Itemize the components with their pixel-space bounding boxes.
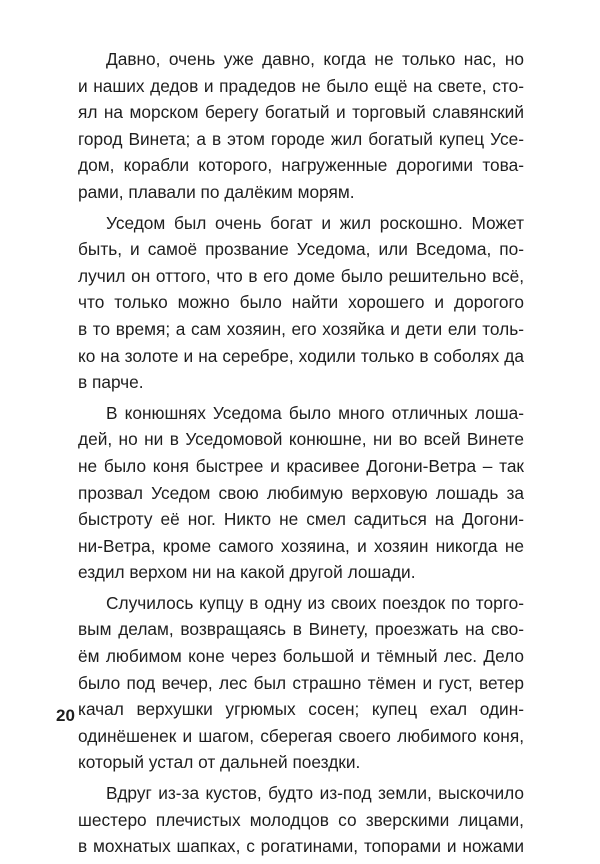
text-line: дей, но ни в Уседомовой конюшне, ни во всей Винете bbox=[78, 429, 524, 450]
text-line: качал верхушки угрюмых сосен; купец ехал один- bbox=[78, 699, 524, 720]
text-line: В конюшнях Уседома было много отличных лоша- bbox=[106, 402, 524, 423]
text-line: прозвал Уседом свою любимую верховую лошадь за bbox=[78, 482, 524, 503]
page-number: 20 bbox=[56, 706, 75, 725]
text-line: который устал от дальней поездки. bbox=[78, 752, 361, 773]
paragraph-2 bbox=[78, 210, 524, 396]
text-line: не было коня быстрее и красивее Догони-Ветра – так bbox=[78, 455, 524, 476]
text-line: рами, плавали по далёким морям. bbox=[78, 181, 355, 202]
text-line: дом, корабли которого, нагруженные дорогими това- bbox=[78, 155, 524, 176]
text-line: шестеро плечистых молодцов со зверскими лицами, bbox=[78, 809, 524, 830]
text-line: Случилось купцу в одну из своих поездок по торго- bbox=[106, 592, 524, 613]
paragraph-5 bbox=[78, 780, 524, 860]
text-line: Уседом был очень богат и жил роскошно. Может bbox=[106, 212, 524, 233]
paragraph-4 bbox=[78, 590, 524, 776]
text-line: одинёшенек и шагом, сберегая своего любимого коня, bbox=[78, 725, 524, 746]
text-line: быстроту её ног. Никто не смел садиться на Догони- bbox=[78, 509, 524, 530]
text-line: быть, и самоё прозвание Уседома, или Вседома, по- bbox=[78, 239, 524, 260]
text-page bbox=[78, 46, 524, 864]
text-line: вым делам, возвращаясь в Винету, проезжать на сво- bbox=[78, 619, 524, 640]
text-line: ездил верхом ни на какой другой лошади. bbox=[78, 562, 416, 583]
text-line: лучил он оттого, что в его доме было решительно всё, bbox=[78, 265, 524, 286]
text-line: ни-Ветра, кроме самого хозяина, и хозяин никогда не bbox=[78, 535, 524, 556]
text-line: в парче. bbox=[78, 372, 144, 393]
text-line: в мохнатых шапках, с рогатинами, топорами и ножами bbox=[78, 836, 524, 857]
text-line: было под вечер, лес был страшно тёмен и густ, ветер bbox=[78, 672, 524, 693]
text-line: ко на золоте и на серебре, ходили только в соболях да bbox=[78, 345, 524, 366]
text-line: в то время; а сам хозяин, его хозяйка и дети ели толь- bbox=[78, 318, 524, 339]
paragraph-1 bbox=[78, 46, 524, 206]
text-line: ём любимом коне через большой и тёмный лес. Дело bbox=[78, 646, 524, 667]
text-line: Вдруг из-за кустов, будто из-под земли, выскочило bbox=[106, 783, 524, 804]
text-line: и наших дедов и прадедов не было ещё на свете, сто- bbox=[78, 75, 524, 96]
text-line: ял на морском берегу богатый и торговый славянский bbox=[78, 102, 524, 123]
text-line: город Винета; а в этом городе жил богатый купец Усе- bbox=[78, 128, 524, 149]
text-line: Давно, очень уже давно, когда не только нас, но bbox=[106, 49, 524, 69]
paragraph-3 bbox=[78, 400, 524, 586]
text-line: что только можно было найти хорошего и дорогого bbox=[78, 292, 524, 313]
